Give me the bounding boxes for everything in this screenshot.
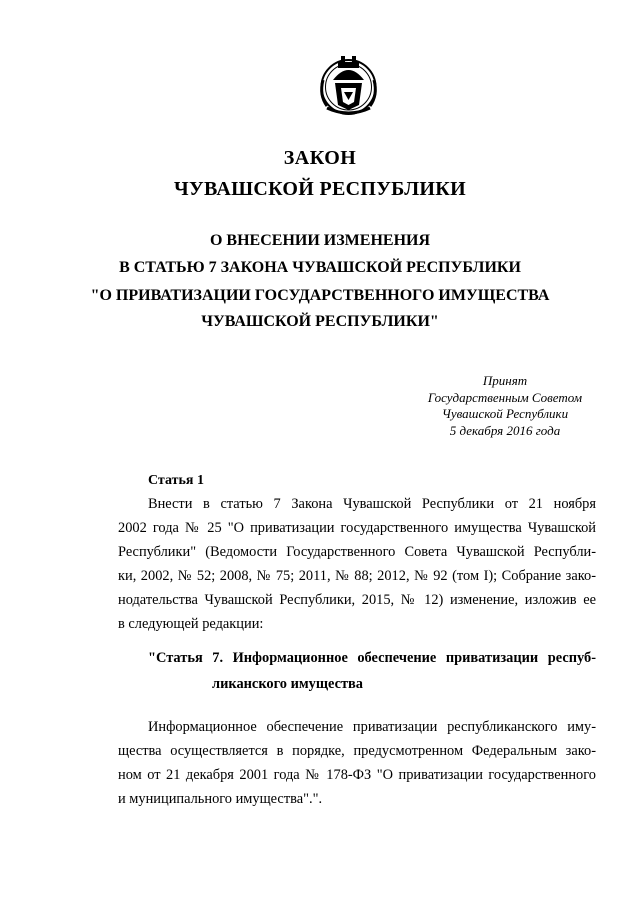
adoption-note-line: Принят	[482, 373, 528, 388]
text-line: ликанского имущества	[212, 676, 364, 692]
adoption-note-line: Чувашской Республики	[441, 406, 569, 421]
law-subject-line: В СТАТЬЮ 7 ЗАКОНА ЧУВАШСКОЙ РЕСПУБЛИКИ	[119, 259, 521, 276]
adoption-date: 5 декабря 2016 года	[449, 422, 561, 438]
text-line: щества осуществляется в порядке, предусмотренном Федеральным зако-	[118, 743, 596, 759]
text-line: Внести в статью 7 Закона Чувашской Республики от 21 ноября	[148, 496, 596, 512]
text-line: Республики" (Ведомости Государственного Совета Чувашской Республи-	[118, 544, 596, 560]
law-title: ЗАКОН	[283, 147, 357, 169]
quoted-article-body	[118, 715, 596, 811]
text-line: 2002 года № 25 "О приватизации государственного имущества Чувашской	[118, 520, 596, 536]
article-body	[118, 492, 596, 636]
article-heading: Статья 1	[148, 473, 204, 488]
law-subject-line: ЧУВАШСКОЙ РЕСПУБЛИКИ"	[201, 313, 439, 330]
text-line: "Статья 7. Информационное обеспечение приватизации респуб-	[148, 650, 596, 666]
text-line: ки, 2002, № 52; 2008, № 75; 2011, № 88; 2012, № 92 (том I); Собрание зако-	[118, 568, 596, 584]
text-line: ном от 21 декабря 2001 года № 178-ФЗ "О приватизации государственного	[118, 767, 596, 783]
adoption-note	[400, 373, 610, 439]
quoted-article-heading	[148, 645, 596, 697]
law-subject-line: О ВНЕСЕНИИ ИЗМЕНЕНИЯ	[209, 232, 431, 249]
text-line: Информационное обеспечение приватизации республиканского иму-	[148, 719, 596, 735]
law-subject-line: "О ПРИВАТИЗАЦИИ ГОСУДАРСТВЕННОГО ИМУЩЕСТВА	[90, 287, 550, 304]
emblem-icon	[313, 50, 384, 121]
law-title-republic: ЧУВАШСКОЙ РЕСПУБЛИКИ	[174, 178, 466, 200]
text-line: нодательства Чувашской Республики, 2015, № 12) изменение, изложив ее	[118, 592, 596, 608]
adoption-note-line: Государственным Советом	[427, 389, 583, 405]
text-line: в следующей редакции:	[118, 616, 264, 632]
text-line: и муниципального имущества".".	[118, 791, 323, 807]
